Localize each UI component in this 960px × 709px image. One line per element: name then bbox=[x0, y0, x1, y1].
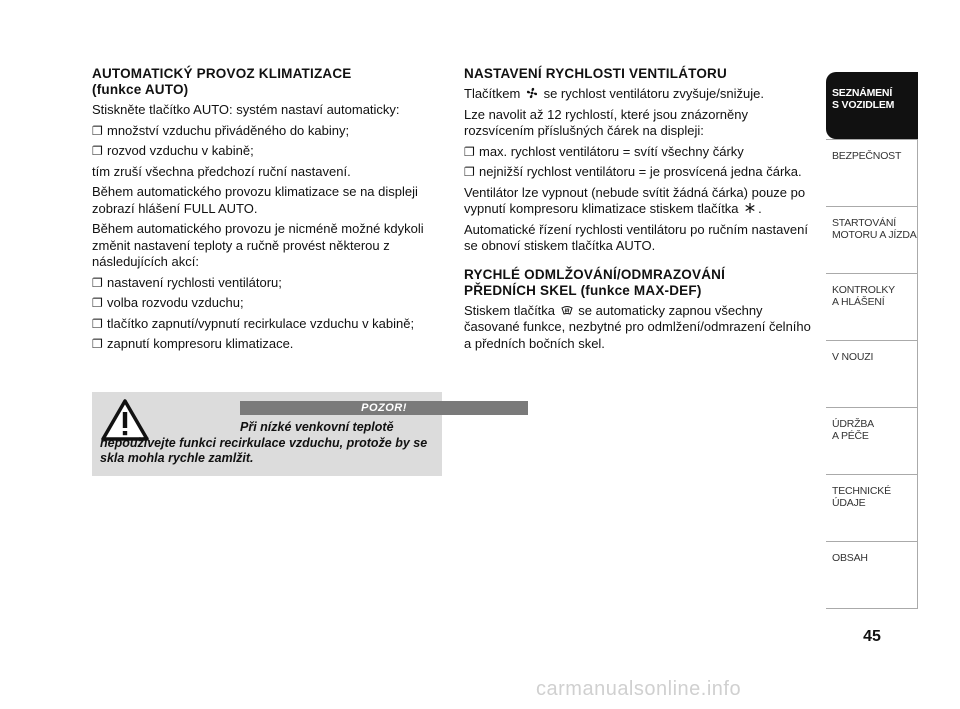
paragraph: Stiskem tlačítka se automaticky zapnou všechny časované funkce, nezbytné pro odmlžení/odmrazení čelního a předních bočních skel. bbox=[464, 302, 811, 351]
paragraph: Lze navolit až 12 rychlostí, které jsou znázorněny rozsvícením příslušných čárek na displeji: bbox=[464, 106, 748, 138]
paragraph: Stiskněte tlačítko AUTO: systém nastaví automaticky: bbox=[92, 102, 400, 117]
warning-text: Při nízké venkovní teplotě nepoužívejte funkci recirkulace vzduchu, protože by se skla mohla rychle zamlžit. bbox=[100, 420, 428, 465]
tab-kontrolky[interactable]: KONTROLKY A HLÁŠENÍ bbox=[826, 273, 918, 340]
paragraph: Ventilátor lze vypnout (nebude svítit žádná čárka) pouze po vypnutí kompresoru klimatizace stiskem tlačítka . bbox=[464, 184, 806, 216]
tab-udrzba[interactable]: ÚDRŽBA A PÉČE bbox=[826, 407, 918, 474]
right-column bbox=[464, 66, 816, 356]
paragraph: Během automatického provozu je nicméně možné kdykoli změnit nastavení teploty a ručně provést některou z následujících akcí: bbox=[92, 221, 424, 269]
snowflake-icon bbox=[744, 202, 756, 214]
chapter-tabs bbox=[826, 72, 918, 615]
tab-v-nouzi[interactable]: V NOUZI bbox=[826, 340, 918, 407]
list-item: ❐ zapnutí kompresoru klimatizace. bbox=[92, 336, 294, 351]
checkbox-bullet-icon: ❐ bbox=[464, 165, 475, 179]
list-item: ❐ nejnižší rychlost ventilátoru = je prosvícená jedna čárka. bbox=[464, 164, 802, 179]
list-item: ❐ tlačítko zapnutí/vypnutí recirkulace vzduchu v kabině; bbox=[92, 315, 415, 331]
defrost-heading: RYCHLÉ ODMLŽOVÁNÍ/ODMRAZOVÁNÍ PŘEDNÍCH SKEL (funkce MAX-DEF) bbox=[464, 266, 726, 298]
list-item: ❐ rozvod vzduchu v kabině; bbox=[92, 143, 254, 158]
checkbox-bullet-icon: ❐ bbox=[464, 144, 475, 159]
page-number: 45 bbox=[863, 628, 881, 645]
paragraph: Automatické řízení rychlosti ventilátoru po ručním nastavení se obnoví stiskem tlačítka AUTO. bbox=[464, 221, 808, 253]
checkbox-bullet-icon: ❐ bbox=[92, 316, 103, 331]
paragraph: Tlačítkem se rychlost ventilátoru zvyšuje/snižuje. bbox=[464, 86, 764, 101]
fan-icon bbox=[526, 87, 538, 99]
watermark: carmanualsonline.info bbox=[536, 678, 742, 700]
auto-heading: AUTOMATICKÝ PROVOZ KLIMATIZACE (funkce AUTO) bbox=[92, 66, 352, 97]
windscreen-defrost-icon bbox=[561, 304, 573, 316]
checkbox-bullet-icon: ❐ bbox=[92, 144, 103, 158]
list-item: ❐ množství vzduchu přiváděného do kabiny; bbox=[92, 122, 350, 138]
tab-bezpecnost[interactable]: BEZPEČNOST bbox=[826, 139, 918, 206]
tab-startovani[interactable]: STARTOVÁNÍ MOTORU A JÍZDA bbox=[826, 206, 918, 273]
paragraph: Během automatického provozu klimatizace se na displeji zobrazí hlášení FULL AUTO. bbox=[92, 184, 418, 216]
tab-technicke[interactable]: TECHNICKÉ ÚDAJE bbox=[826, 474, 918, 541]
checkbox-bullet-icon: ❐ bbox=[92, 296, 103, 310]
list-item: ❐ volba rozvodu vzduchu; bbox=[92, 295, 244, 310]
fan-speed-heading: NASTAVENÍ RYCHLOSTI VENTILÁTORU bbox=[464, 66, 727, 81]
warning-box bbox=[92, 392, 442, 476]
list-item: ❐ max. rychlost ventilátoru = svítí všechny čárky bbox=[464, 143, 744, 159]
checkbox-bullet-icon: ❐ bbox=[92, 123, 103, 138]
left-column bbox=[92, 66, 442, 357]
tab-obsah[interactable]: OBSAH bbox=[826, 541, 918, 608]
tab-seznameni[interactable]: SEZNÁMENÍ S VOZIDLEM bbox=[826, 72, 918, 139]
checkbox-bullet-icon: ❐ bbox=[92, 337, 103, 351]
warning-label: POZOR! bbox=[240, 401, 528, 415]
paragraph: tím zruší všechna předchozí ruční nastavení. bbox=[92, 163, 351, 179]
list-item: ❐ nastavení rychlosti ventilátoru; bbox=[92, 274, 282, 290]
checkbox-bullet-icon: ❐ bbox=[92, 275, 103, 290]
